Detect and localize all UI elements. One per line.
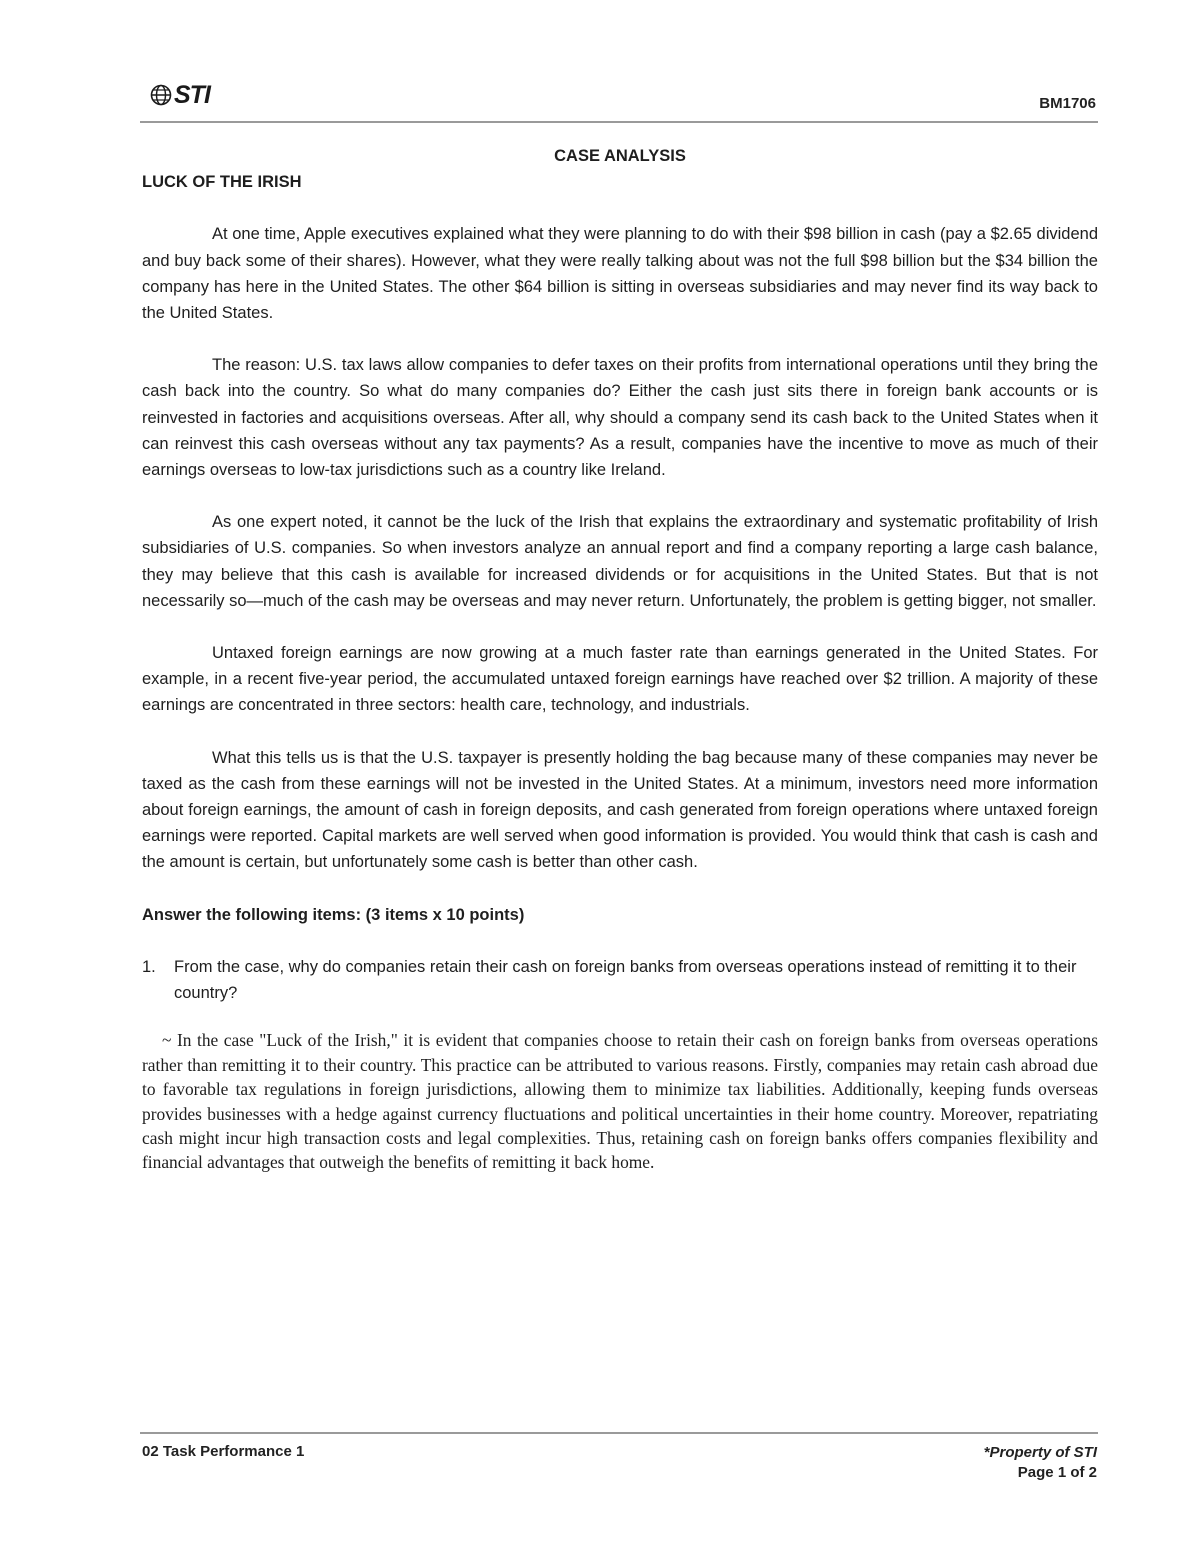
document-code: BM1706 [1039, 95, 1096, 112]
case-paragraph-3: As one expert noted, it cannot be the luck of the Irish that explains the extraordinary and systematic profitability of Irish subsidiaries of U.S. companies. So when investors analyze an annual report and find a company reporting a large cash balance, they may believe that this cash is available for increased dividends or for acquisitions in the United States. But that is not necessarily so—much of the cash may be overseas and may never return. Unfortunately, the problem is getting bigger, not smaller. [142, 513, 1098, 610]
globe-icon [150, 84, 172, 106]
sti-logo [150, 80, 210, 110]
case-paragraph-1: At one time, Apple executives explained what they were planning to do with their $98 billion in cash (pay a $2.65 dividend and buy back some of their shares). However, what they were really talking about was not the full $98 billion but the $34 billion the company has here in the United States. The other $64 billion is sitting in overseas subsidiaries and may never find its way back to the United States. [142, 225, 1098, 323]
case-paragraph-2: The reason: U.S. tax laws allow companies to defer taxes on their profits from international operations until they bring the cash back into the country. So what do many companies do? Either the cash just sits there in foreign bank accounts or is reinvested in factories and acquisitions overseas. After all, why should a company send its cash back to the United States when it can reinvest this cash overseas without any tax payments? As a result, companies have the incentive to move as much of their earnings overseas to low-tax jurisdictions such as a country like Ireland. [142, 356, 1098, 480]
logo-text: STI [174, 80, 210, 109]
case-paragraph-5: What this tells us is that the U.S. taxpayer is presently holding the bag because many of these companies may never be taxed as the cash from these earnings will not be invested in the United States. At a minimum, investors need more information about foreign earnings, the amount of cash in foreign deposits, and cash generated from foreign operations where untaxed foreign earnings were reported. Capital markets are well served when good information is provided. You would think that cash is cash and the amount is certain, but unfortunately some cash is better than other cash. [142, 748, 1098, 872]
instructions: Answer the following items: (3 items x 10 points) [142, 905, 525, 924]
question-text: From the case, why do companies retain their cash on foreign banks from overseas operations instead of remitting it to their country? [174, 957, 1077, 1003]
answer-text: ~ In the case "Luck of the Irish," it is evident that companies choose to retain their cash on foreign banks from overseas operations rather than remitting it to their country. This practice can be attributed to various reasons. Firstly, companies may retain cash abroad due to favorable tax regulations in foreign jurisdictions, allowing them to minimize tax liabilities. Additionally, keeping funds overseas provides businesses with a hedge against currency fluctuations and political uncertainties in their home country. Moreover, repatriating cash might incur high transaction costs and legal complexities. Thus, retaining cash on foreign banks offers companies flexibility and financial advantages that outweigh the benefits of remitting it back home. [142, 1030, 1098, 1173]
footer-course: 02 Task Performance 1 [142, 1443, 305, 1460]
question-number: 1. [142, 957, 156, 976]
footer-right [984, 1443, 1097, 1483]
document-body [142, 143, 1098, 1175]
document-title: CASE ANALYSIS [554, 147, 686, 165]
case-paragraph-4: Untaxed foreign earnings are now growing at a much faster rate than earnings generated in the United States. For example, in a recent five-year period, the accumulated untaxed foreign earnings have reached over $2 trillion. A majority of these earnings are concentrated in three sectors: health care, technology, and industrials. [142, 644, 1098, 715]
footer-divider [140, 1432, 1098, 1434]
case-title: LUCK OF THE IRISH [142, 173, 302, 192]
header-divider [140, 121, 1098, 123]
footer-property: *Property of STI [983, 1444, 1097, 1461]
page-number: Page 1 of 2 [1017, 1464, 1097, 1481]
question-item [142, 954, 1098, 1006]
